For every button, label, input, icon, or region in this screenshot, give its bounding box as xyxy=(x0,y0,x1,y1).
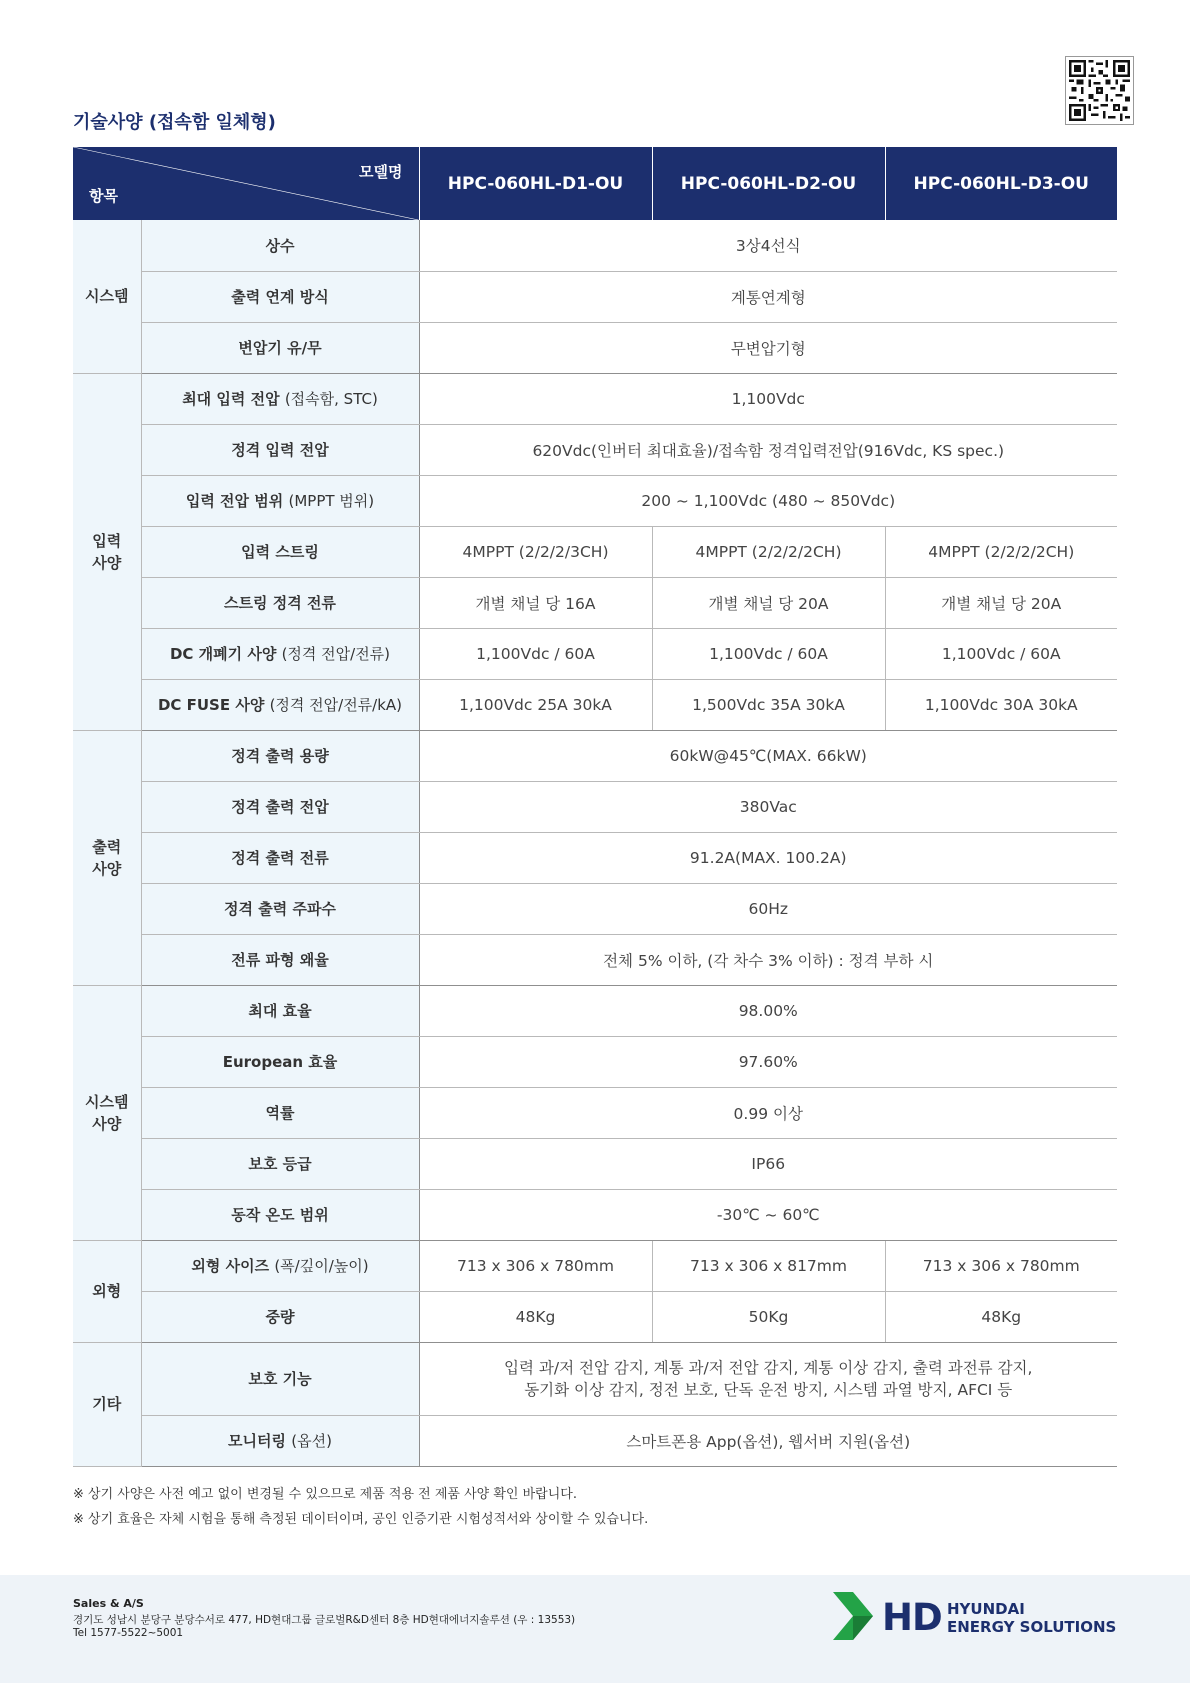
header-model-1: HPC-060HL-D1-OU xyxy=(419,147,652,220)
table-row xyxy=(73,1291,1117,1342)
category-label: 사양 xyxy=(92,1114,122,1133)
row-value: 200 ~ 1,100Vdc (480 ~ 850Vdc) xyxy=(419,475,1117,526)
category-label: 시스템 xyxy=(85,287,129,306)
row-value: 전체 5% 이하, (각 차수 3% 이하) : 정격 부하 시 xyxy=(419,934,1117,985)
table-row xyxy=(73,934,1117,985)
row-label: 보호 등급 xyxy=(141,1138,419,1189)
row-label: 최대 효율 xyxy=(141,985,419,1036)
header-diagonal-cell xyxy=(73,147,419,220)
row-value-d2: 4MPPT (2/2/2/2CH) xyxy=(652,526,885,577)
row-label-note: (MPPT 범위) xyxy=(288,492,375,510)
table-row xyxy=(73,271,1117,322)
row-value: 97.60% xyxy=(419,1036,1117,1087)
table-row xyxy=(73,1415,1117,1466)
row-value-d2: 50Kg xyxy=(652,1291,885,1342)
table-row xyxy=(73,424,1117,475)
table-row xyxy=(73,628,1117,679)
company-logo xyxy=(833,1592,1123,1642)
header-item-label: 항목 xyxy=(89,187,118,205)
row-value-d3: 4MPPT (2/2/2/2CH) xyxy=(885,526,1117,577)
category-label: 사양 xyxy=(92,553,122,572)
table-row xyxy=(73,322,1117,373)
table-row xyxy=(73,577,1117,628)
row-value: 380Vac xyxy=(419,781,1117,832)
header-model-label: 모델명 xyxy=(359,163,403,181)
row-label-note: (접속함, STC) xyxy=(284,390,378,408)
hd-logo-mark-icon xyxy=(833,1592,873,1640)
row-value-d3: 713 x 306 x 780mm xyxy=(885,1240,1117,1291)
row-label-main: DC 개폐기 사양 xyxy=(169,645,277,663)
category-input xyxy=(73,373,141,730)
row-label xyxy=(141,373,419,424)
row-label: 동작 온도 범위 xyxy=(141,1189,419,1240)
row-value: IP66 xyxy=(419,1138,1117,1189)
row-value-d1: 개별 채널 당 16A xyxy=(419,577,652,628)
category-system-spec xyxy=(73,985,141,1240)
row-label: 정격 출력 용량 xyxy=(141,730,419,781)
footer xyxy=(0,1575,1190,1683)
row-label: 전류 파형 왜율 xyxy=(141,934,419,985)
row-value: 60kW@45℃(MAX. 66kW) xyxy=(419,730,1117,781)
row-value: 620Vdc(인버터 최대효율)/접속함 정격입력전압(916Vdc, KS spec.) xyxy=(419,424,1117,475)
logo-line1: HYUNDAI xyxy=(947,1600,1025,1618)
footnote: ※ 상기 효율은 자체 시험을 통해 측정된 데이터이며, 공인 인증기관 시험성적서와 상이할 수 있습니다. xyxy=(73,1512,649,1527)
row-label-note: (정격 전압/전류/kA) xyxy=(269,696,403,714)
row-value-d3: 1,100Vdc 30A 30kA xyxy=(885,679,1117,730)
category-exterior xyxy=(73,1240,141,1342)
row-label: 입력 스트링 xyxy=(141,526,419,577)
table-row xyxy=(73,883,1117,934)
spec-table xyxy=(73,147,1117,1467)
row-value: 1,100Vdc xyxy=(419,373,1117,424)
table-row xyxy=(73,475,1117,526)
table-row xyxy=(73,1240,1117,1291)
footer-sales-title: Sales & A/S xyxy=(73,1597,144,1610)
row-value-d1: 48Kg xyxy=(419,1291,652,1342)
diagonal-line xyxy=(73,147,419,220)
row-label: 정격 출력 전압 xyxy=(141,781,419,832)
category-label: 기타 xyxy=(92,1395,122,1413)
row-value: 98.00% xyxy=(419,985,1117,1036)
category-output xyxy=(73,730,141,985)
row-label: European 효율 xyxy=(141,1036,419,1087)
row-value-d2: 1,100Vdc / 60A xyxy=(652,628,885,679)
table-row xyxy=(73,1342,1117,1415)
footnote: ※ 상기 사양은 사전 예고 없이 변경될 수 있으므로 제품 적용 전 제품 사양 확인 바랍니다. xyxy=(73,1487,577,1502)
row-label: 보호 기능 xyxy=(141,1342,419,1415)
table-row xyxy=(73,985,1117,1036)
row-value: 91.2A(MAX. 100.2A) xyxy=(419,832,1117,883)
row-label: 상수 xyxy=(141,220,419,271)
category-label: 시스템 xyxy=(85,1092,129,1111)
footer-address: 경기도 성남시 분당구 분당수서로 477, HD현대그룹 글로벌R&D센터 8층 HD현대에너지솔루션 (우 : 13553) xyxy=(73,1614,576,1626)
category-label: 출력 xyxy=(92,837,122,856)
row-value-d1: 1,100Vdc / 60A xyxy=(419,628,652,679)
footnotes xyxy=(73,1482,648,1532)
row-value: -30℃ ~ 60℃ xyxy=(419,1189,1117,1240)
row-label xyxy=(141,628,419,679)
row-label xyxy=(141,1415,419,1466)
header-model-3: HPC-060HL-D3-OU xyxy=(885,147,1117,220)
row-label: 변압기 유/무 xyxy=(141,322,419,373)
row-value-d2: 713 x 306 x 817mm xyxy=(652,1240,885,1291)
row-value xyxy=(419,1342,1117,1415)
table-row xyxy=(73,1138,1117,1189)
table-row xyxy=(73,730,1117,781)
footer-tel: Tel 1577-5522~5001 xyxy=(73,1627,184,1639)
category-label: 외형 xyxy=(92,1282,122,1300)
category-other xyxy=(73,1342,141,1466)
category-label: 사양 xyxy=(92,859,122,878)
row-value-d3: 1,100Vdc / 60A xyxy=(885,628,1117,679)
row-value-d1: 713 x 306 x 780mm xyxy=(419,1240,652,1291)
table-row xyxy=(73,1036,1117,1087)
row-label-main: DC FUSE 사양 xyxy=(157,696,265,714)
category-label: 입력 xyxy=(92,531,122,550)
logo-line2: ENERGY SOLUTIONS xyxy=(947,1618,1117,1636)
table-row xyxy=(73,1087,1117,1138)
row-label-main: 모니터링 xyxy=(228,1432,287,1450)
row-value: 0.99 이상 xyxy=(419,1087,1117,1138)
row-value: 계통연계형 xyxy=(419,271,1117,322)
row-value-d1: 1,100Vdc 25A 30kA xyxy=(419,679,652,730)
table-row xyxy=(73,781,1117,832)
table-row xyxy=(73,220,1117,271)
row-label-main: 외형 사이즈 xyxy=(191,1257,270,1275)
table-row xyxy=(73,526,1117,577)
row-label: 출력 연계 방식 xyxy=(141,271,419,322)
row-label: 역률 xyxy=(141,1087,419,1138)
row-label-note: (정격 전압/전류) xyxy=(281,645,391,663)
row-label: 중량 xyxy=(141,1291,419,1342)
row-value-d3: 48Kg xyxy=(885,1291,1117,1342)
table-row xyxy=(73,1189,1117,1240)
row-label xyxy=(141,475,419,526)
row-label: 정격 출력 주파수 xyxy=(141,883,419,934)
table-header-row xyxy=(73,147,1117,220)
row-value: 무변압기형 xyxy=(419,322,1117,373)
row-label-main: 최대 입력 전압 xyxy=(182,390,280,408)
row-value: 60Hz xyxy=(419,883,1117,934)
row-label-note: (옵션) xyxy=(291,1432,332,1450)
table-row xyxy=(73,679,1117,730)
row-label: 정격 입력 전압 xyxy=(141,424,419,475)
row-label: 정격 출력 전류 xyxy=(141,832,419,883)
row-value-line: 동기화 이상 감지, 정전 보호, 단독 운전 방지, 시스템 과열 방지, AFCI 등 xyxy=(524,1380,1013,1399)
table-row xyxy=(73,373,1117,424)
row-label-note: (폭/깊이/높이) xyxy=(274,1257,369,1275)
qr-code xyxy=(1065,56,1134,125)
category-system xyxy=(73,220,141,373)
row-value-d2: 개별 채널 당 20A xyxy=(652,577,885,628)
row-label xyxy=(141,679,419,730)
row-value-d1: 4MPPT (2/2/2/3CH) xyxy=(419,526,652,577)
row-value-d3: 개별 채널 당 20A xyxy=(885,577,1117,628)
header-model-2: HPC-060HL-D2-OU xyxy=(652,147,885,220)
row-label-main: 입력 전압 범위 xyxy=(185,492,284,510)
logo-hd-text: HD xyxy=(882,1596,942,1639)
page-title: 기술사양 (접속함 일체형) xyxy=(73,112,276,133)
row-value: 3상4선식 xyxy=(419,220,1117,271)
row-value-d2: 1,500Vdc 35A 30kA xyxy=(652,679,885,730)
row-label xyxy=(141,1240,419,1291)
row-label: 스트링 정격 전류 xyxy=(141,577,419,628)
row-value: 스마트폰용 App(옵션), 웹서버 지원(옵션) xyxy=(419,1415,1117,1466)
qr-code-icon xyxy=(1069,60,1130,121)
table-row xyxy=(73,832,1117,883)
row-value-line: 입력 과/저 전압 감지, 계통 과/저 전압 감지, 계통 이상 감지, 출력 과전류 감지, xyxy=(504,1358,1033,1377)
